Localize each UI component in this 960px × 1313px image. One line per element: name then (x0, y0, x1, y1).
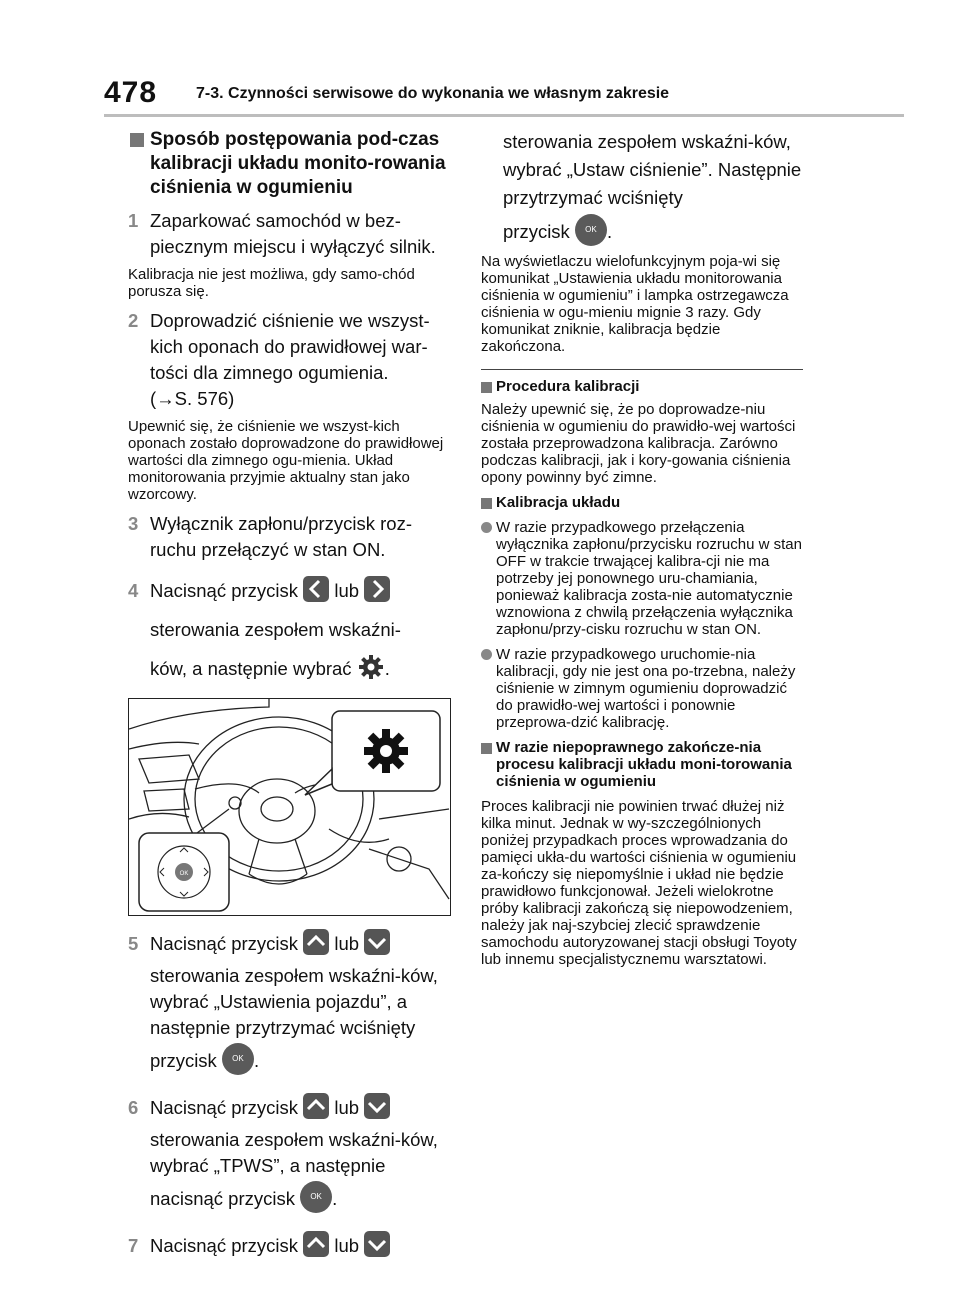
square-bullet-icon (481, 382, 492, 393)
step-3 (128, 511, 458, 563)
note-2: Upewnić się, że ciśnienie we wszyst-kich oponach zostało doprowadzone do prawidłowej wartości dla zimnego ogu-mienia. Układ monitorowania przyjmie aktualny stan jako wzorcowy. (128, 418, 444, 503)
step-number: 7 (128, 1235, 139, 1256)
ok-button-icon: OK (300, 1181, 332, 1213)
step-number: 1 (128, 210, 139, 231)
ok-label: OK (179, 871, 189, 877)
note-1: Kalibracja nie jest możliwa, gdy samo-chód porusza się. (128, 266, 415, 300)
step-number: 6 (128, 1097, 139, 1118)
procedure-text: Należy upewnić się, że po doprowadze-niu ciśnienia w ogumieniu do prawidło-wej wartości została przeprowadzona kalibracja. Zarówno podczas kalibracji, jak i kory-gowania ciśnienia opony powinny być zimne. (481, 401, 796, 486)
error-heading: W razie niepoprawnego zakończe-nia procesu kalibracji układu moni-torowania ciśnienia w ogumieniu (481, 739, 803, 790)
step-text: Zaparkować samochód w bez-piecznym miejscu i wyłączyć silnik. (150, 210, 436, 257)
header-rule (104, 114, 904, 117)
calibration-heading: Sposób postępowania pod-czas kalibracji układu monito-rowania ciśnienia w ogumieniu (128, 128, 458, 200)
up-arrow-button-icon (303, 1231, 329, 1257)
gear-icon (357, 653, 385, 681)
steering-wheel-illustration (128, 698, 451, 916)
down-arrow-button-icon (364, 929, 390, 955)
step-number: 2 (128, 310, 139, 331)
steering-wheel-drawing (129, 699, 451, 916)
step-5: 5 Nacisnąć przycisk lub (128, 924, 458, 963)
ok-button-icon: OK (575, 214, 607, 246)
left-arrow-button-icon (303, 576, 329, 602)
right-arrow-button-icon (364, 576, 390, 602)
round-bullet-icon (481, 522, 492, 533)
bullet-2: W razie przypadkowego uruchomie-nia kalibracji, gdy nie jest ona po-trzebna, należy ciśnienie w zimnym ogumieniu doprowadzić do prawidło-wej wartości i ponownie przeprowa-dzić kalibrację. (481, 646, 803, 731)
square-bullet-icon (481, 743, 492, 754)
right-column (481, 128, 803, 968)
divider (481, 369, 803, 370)
up-arrow-button-icon (303, 1093, 329, 1119)
up-arrow-button-icon (303, 929, 329, 955)
step-text: Doprowadzić ciśnienie we wszyst-kich oponach do prawidłowej war-tości dla zimnego ogumienia. (150, 310, 430, 383)
step-number: 3 (128, 513, 139, 534)
ok-button-icon: OK (222, 1043, 254, 1075)
square-bullet-icon (481, 498, 492, 509)
page-number: 478 (104, 76, 158, 109)
down-arrow-button-icon (364, 1093, 390, 1119)
calibration-system-heading: Kalibracja układu (481, 494, 803, 511)
error-text: Proces kalibracji nie powinien trwać dłużej niż kilka minut. Jednak w wy-szczególnionych poniżej przypadkach proces wprowadzania do pamięci ukła-du wartości ciśnienia w ogumieniu za-kończy się niepomyślnie i układ nie będzie prawidłowo funkcjonował. Jeżeli wielokrotne próby kalibracji zakończą się niepowodzeniem, należy jak naj-szybciej zlecić sprawdzenie samochodu autoryzowanej stacji obsługi Toyoty lub innemu specjalistycznemu warsztatowi. (481, 798, 797, 968)
square-bullet-icon (130, 133, 144, 147)
step-1 (128, 208, 458, 260)
round-bullet-icon (481, 649, 492, 660)
step-2 (128, 308, 458, 412)
step-number: 5 (128, 933, 139, 954)
gear-icon-large (364, 729, 408, 773)
bullet-1: W razie przypadkowego przełączenia wyłącznika zapłonu/przycisku rozruchu w stan OFF w trakcie trwającej kalibra-cji nie ma potrzeby jej ponownego uru-chamiania, ponieważ kalibracja zosta-nie automatycznie wznowiona z chwilą przełączenia wyłącznika zapłonu/przy-cisku rozruchu w stan ON. (481, 519, 803, 638)
step-text: Wyłącznik zapłonu/przycisk roz-ruchu przełączyć w stan ON. (150, 513, 412, 560)
step-7: 7 Nacisnąć przycisk lub (128, 1226, 458, 1265)
down-arrow-button-icon (364, 1231, 390, 1257)
completion-note: Na wyświetlaczu wielofunkcyjnym poja-wi się komunikat „Ustawienia układu monitorowania ciśnienia w ogumieniu” i lampka ostrzegawcza ciśnienia w ogu-mieniu mignie 3 razy. Gdy komunikat zniknie, kalibracja będzie zakończona. (481, 253, 789, 355)
step-7-continued: sterowania zespołem wskaźni-ków, wybrać „Ustaw ciśnienie”. Następnie przytrzymać wciśnięty przycisk OK . (481, 128, 803, 251)
section-title: 7-3. Czynności serwisowe do wykonania we własnym zakresie (196, 85, 670, 102)
step-4: 4 Nacisnąć przycisk lub sterowania zespołem wskaźni- ków, a następnie wybrać . (128, 571, 458, 688)
step-number: 4 (128, 580, 139, 601)
page-reference: (→S. 576) (150, 388, 235, 409)
procedure-heading: Procedura kalibracji (481, 378, 803, 395)
step-6: 6 Nacisnąć przycisk lub (128, 1088, 458, 1127)
left-column: Sposób postępowania pod-czas kalibracji układu monito-rowania ciśnienia w ogumieniu 1 Zaparkować samochód w bez-piecznym miejscu i wyłączyć silnik. Kalibracja nie jest możliwa, gdy samo-chód porusza się. 2 Doprowadzić ciśnienie we wszyst-kich oponach do prawidłowej war-tości dla zimnego ogumienia. (→S. 576) Upewnić się, że ciśnienie we wszyst-kich oponach zostało doprowadzone do prawidłowej wartości dla zimnego ogu-mienia. Układ monitorowania przyjmie aktualny stan jako wzorcowy. 3 Wyłącznik zapłonu/przycisk roz-ruchu przełączyć w stan ON. 4 Nacisnąć przycisk lub sterowania zespołem wskaźni- ków, a następnie wybrać . OK 5 Nacisnąć przycisk lub sterowania zespołem wskaźni-ków, wybrać „Ustawienia pojazdu”, a następnie przytrzymać wciśnięty przycisk OK . 6 Nacisnąć przycisk lub sterowania zespołem wskaźni-ków, wybrać „TPWS”, a następnie nacisnąć przycisk OK . 7 Nacisnąć przycisk lub (128, 128, 458, 1265)
